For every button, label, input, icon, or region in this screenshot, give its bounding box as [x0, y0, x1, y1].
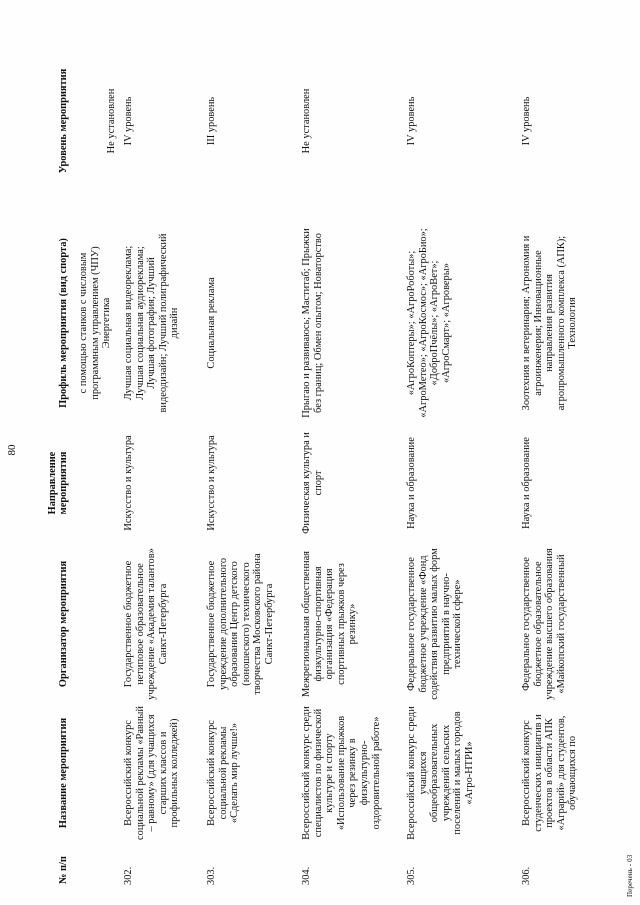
header-profile: Профиль мероприятия (вид спорта) [58, 238, 70, 408]
row-number: 306. [521, 866, 532, 885]
row-number: 302. [123, 866, 134, 885]
event-direction: Наука и образование [406, 437, 417, 529]
table-row [518, 17, 629, 887]
event-name: Всероссийский конкурс среди учащихся общеобразовательных учреждений сельских поселений и малых городов «Агро-НТРИ» [406, 706, 475, 840]
event-organizer: Государственное бюджетное учреждение дополнительного образования Центр детского (юношеского) технического творчества Московского района Санкт-Петербурга [206, 553, 275, 695]
event-direction: Искусство и культура [123, 435, 134, 531]
event-profile: Социальная реклама [206, 277, 217, 369]
header-organizer: Организатор мероприятия [58, 560, 70, 688]
table-row [298, 17, 403, 887]
event-name: Всероссийский конкурс социальной рекламы «Сделать мир лучше!» [206, 720, 241, 826]
header-name: Название мероприятия [58, 717, 70, 829]
table-header-row [16, 17, 75, 887]
row-number: 305. [406, 866, 417, 885]
event-organizer: Государственное бюджетное нетиповое образовательное учреждение «Академия талантов» Санкт-Петербурга [123, 548, 169, 700]
table-row [120, 17, 203, 887]
event-name: Всероссийский конкурс среди специалистов по физической культуре и спорту «Использование прыжков через резинку в физкультурно-оздоровительной работе» [301, 706, 382, 840]
continuation-profile-line2: Энергетика [101, 297, 113, 349]
event-level: IV уровень [521, 96, 532, 146]
event-organizer: Федеральное государственное бюджетное образовательное учреждение высшего образования «Майкопский государственный [521, 548, 567, 700]
event-profile: «АгроКоптеры»; «АгроРоботы»; «АгроМетео»; «АгроКосмос»; «АгроБио»; «ДоброПчёлы»; «АгроВет»; «АгроСмарт»; «Агроверы» [406, 228, 452, 418]
event-direction: Физическая культура и спорт [301, 432, 324, 534]
event-name: Всероссийский конкурс социальной рекламы «Равный – равному» (для учащихся старших классов и профильных колледжей) [123, 706, 181, 840]
event-profile: Зоотехния и ветеринария; Агрономия и агроинженерия; Инновационные направления развития агропромышленного комплекса (АПК); Технология [521, 235, 579, 411]
continuation-row [75, 17, 120, 887]
continuation-profile [75, 225, 120, 421]
event-name: Всероссийский конкурс студенческих инициатив и проектов в области АПК «Аграрий» для студентов, обучающихся по [521, 714, 579, 832]
events-table [16, 17, 629, 887]
event-direction: Искусство и культура [206, 435, 217, 531]
event-organizer: Федеральное государственное бюджетное учреждение «Фонд содействия развитию малых форм предприятий в научно-технической сфере» [406, 548, 464, 700]
continuation-level: Не установлен [106, 88, 118, 154]
page-number: 80 [6, 444, 18, 456]
row-number: 303. [206, 866, 217, 885]
event-level: III уровень [206, 96, 217, 146]
header-number: № п/п [58, 856, 70, 884]
event-level: IV уровень [123, 96, 134, 146]
event-direction: Наука и образование [521, 437, 532, 529]
event-profile: Прыгаю и развиваюсь; Маститаб; Прыжки без границ; Обмен опытом; Новаторство [301, 228, 324, 418]
continuation-profile-line1: с помощью станков с числовым программным управлением (ЧПУ) [78, 246, 101, 400]
event-organizer: Межрегиональная общественная физкультурно-спортивная организация «Федерация спортивных прыжков через резинку» [301, 551, 359, 697]
header-direction: Направление мероприятия [46, 451, 70, 515]
event-level: Не установлен [301, 88, 312, 154]
event-level: IV уровень [406, 96, 417, 146]
table-row [203, 17, 298, 887]
header-level: Уровень мероприятия [58, 68, 70, 174]
table-row [403, 17, 518, 887]
footer-code: Перечень - 03 [626, 854, 634, 897]
event-profile: Лучшая социальная видеореклама; Лучшая социальная аудиореклама; Лучшая фотография; Лучший видеодизайн; Лучший полиграфический дизайн [123, 233, 181, 413]
row-number: 304. [301, 866, 312, 885]
